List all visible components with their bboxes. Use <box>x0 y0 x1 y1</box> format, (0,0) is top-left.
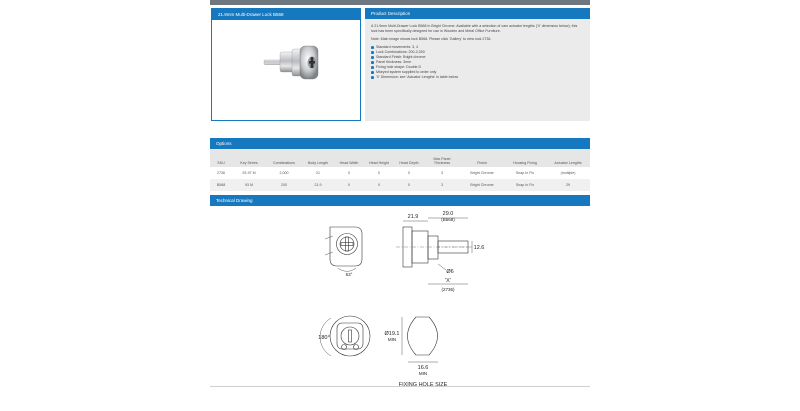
column-header: Key Series <box>232 149 266 167</box>
table-cell: 0 <box>394 179 424 191</box>
table-row[interactable] <box>210 167 590 179</box>
table-cell: 93-97 M <box>242 171 256 175</box>
footer-divider <box>210 386 590 387</box>
dim-19-1-sub: MIN <box>387 337 397 342</box>
description-intro: A 21.9mm Multi-Drawer Lock B568 in Bright Chrome. Available with a selection of cam actuator lengths ('X' dimension below), this lock has been specifically designed for use in Wooden and Metal Office Furniture. <box>371 24 578 33</box>
product-image-panel <box>211 8 361 121</box>
table-cell: Bright Chrome <box>460 179 504 191</box>
table-cell: 0 <box>378 171 380 175</box>
column-header: Housing Fixing <box>504 149 546 167</box>
table-cell: 0 <box>334 179 364 191</box>
description-panel <box>365 8 590 121</box>
table-cell: 93 M <box>232 179 266 191</box>
column-header: Finish <box>460 149 504 167</box>
description-note: Note: Main image shows lock B568. Please click 'Gallery' to view lock 2736. <box>371 37 492 41</box>
top-row <box>210 8 590 121</box>
dim-16-6: 16.6 <box>417 365 429 371</box>
dim-angle: 63° <box>345 272 353 277</box>
product-page <box>210 0 590 400</box>
spec-list <box>371 45 584 80</box>
dim-x-sub: (2736) <box>441 287 455 292</box>
dim-x: 'X' <box>445 278 451 284</box>
dim-29-sub: (B568) <box>441 217 455 222</box>
table-header-row <box>210 149 590 167</box>
spec-item: Standard Finish: Bright chrome <box>371 55 584 60</box>
table-cell: 2,000 <box>279 171 289 175</box>
table-cell: 0 <box>364 179 394 191</box>
spec-item: Standard movements: 3, 4 <box>371 45 584 50</box>
column-header: Combinations <box>266 149 302 167</box>
technical-drawing-svg <box>210 206 590 406</box>
dim-21-9: 21.9 <box>407 214 419 220</box>
table-row[interactable] <box>210 179 590 191</box>
column-header: Head Height <box>364 149 394 167</box>
table-cell: 21.9 <box>302 179 334 191</box>
dim-19-1: Ø19.1 <box>384 331 400 337</box>
spec-item: 'X' Dimension: see 'Actuator Lengths' in table below <box>371 75 584 80</box>
top-bar <box>210 0 590 5</box>
table-cell: 0 <box>408 171 410 175</box>
table-cell: 3 <box>441 171 443 175</box>
technical-section <box>210 195 590 406</box>
column-header: Head Depth <box>394 149 424 167</box>
options-table <box>210 149 590 191</box>
options-section <box>210 138 590 191</box>
dim-12-6: 12.6 <box>473 245 485 251</box>
table-cell: 29 <box>546 179 590 191</box>
table-cell: 3 <box>424 179 460 191</box>
table-cell: 21 <box>316 171 320 175</box>
technical-drawing <box>210 206 590 406</box>
description-body <box>365 19 590 80</box>
spec-item: Lock Combinations: 200-2,000 <box>371 50 584 55</box>
table-cell: 2736 <box>217 171 225 175</box>
dim-16-6-sub: MIN <box>418 371 428 376</box>
table-cell: 0 <box>348 171 350 175</box>
column-header: Actuator Lengths <box>546 149 590 167</box>
options-header: Options <box>210 138 590 149</box>
product-title: 21.9mm Multi-Drawer Lock B568 <box>212 9 360 20</box>
column-header: SKU <box>210 149 232 167</box>
technical-header: Technical Drawing <box>210 195 590 206</box>
spec-item: Panel thickness: 3mm <box>371 60 584 65</box>
table-cell: Snap In Fix <box>515 171 535 175</box>
column-header: Body Length <box>302 149 334 167</box>
spec-item: Fixing hole shape: Double D <box>371 65 584 70</box>
spec-item: Mkeyed system supplied to order only <box>371 70 584 75</box>
table-cell: (multiple) <box>560 171 576 175</box>
lock-product-image[interactable] <box>212 20 360 120</box>
dim-d6: Ø6 <box>446 269 454 275</box>
dim-29: 29.0 <box>442 211 454 217</box>
table-cell: 200 <box>266 179 302 191</box>
column-header: Max Panel Thickness <box>424 149 460 167</box>
fixing-hole-label: FIXING HOLE SIZE <box>398 382 448 388</box>
table-cell: Snap In Fix <box>504 179 546 191</box>
table-cell: B568 <box>210 179 232 191</box>
dim-180: 180° <box>318 335 330 341</box>
table-cell: Bright Chrome <box>470 171 494 175</box>
description-header: Product Description <box>365 8 590 19</box>
column-header: Head Width <box>334 149 364 167</box>
